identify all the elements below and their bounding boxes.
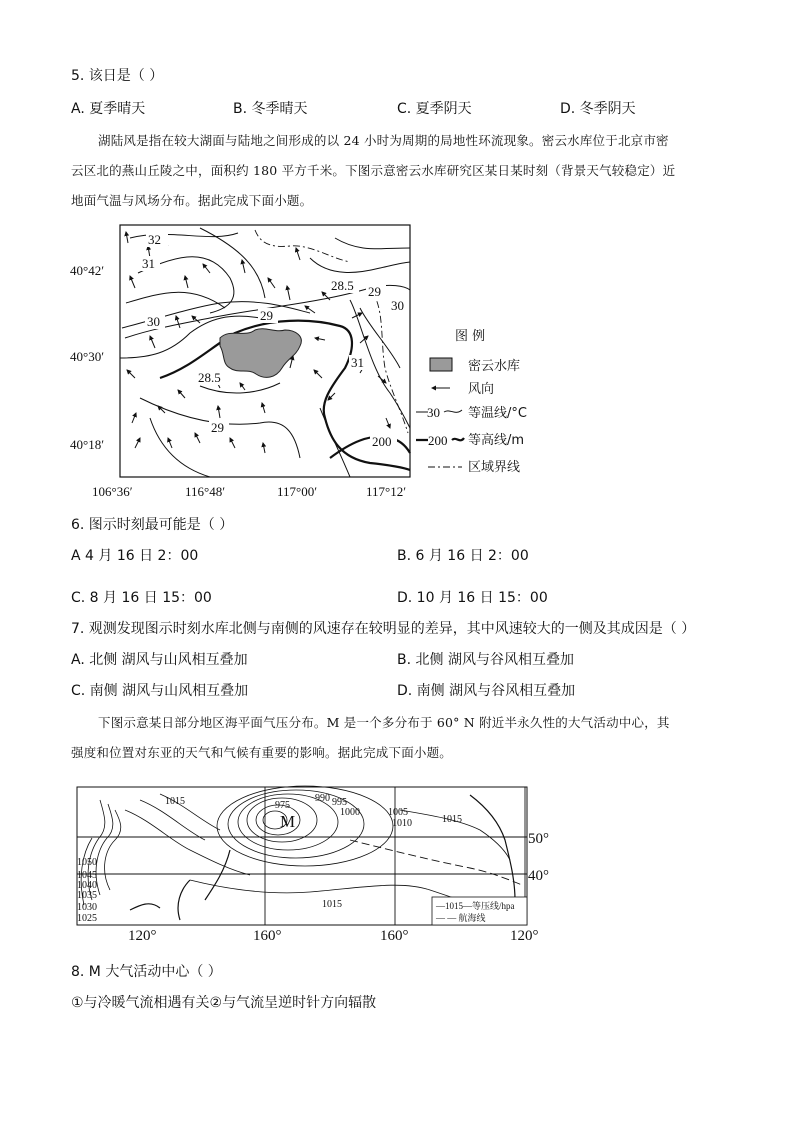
- contour-label: 200: [372, 434, 392, 449]
- isobar-label: 1000: [340, 807, 360, 818]
- lon-label: 116°48′: [185, 484, 226, 499]
- isobar-label: 1045: [77, 870, 97, 881]
- reservoir-shape: [220, 329, 301, 378]
- map1-legend: [416, 329, 527, 475]
- isobar-label: 1015: [322, 899, 342, 910]
- passage1-line1: 湖陆风是指在较大湖面与陆地之间形成的以 24 小时为周期的局地性环流现象。密云水库位于北京市密: [98, 133, 669, 148]
- q6-option-b[interactable]: B. 6 月 16 日 2：00: [397, 548, 529, 564]
- passage2-line2: 强度和位置对东亚的天气和气候有重要的影响。据此完成下面小题。: [71, 745, 453, 760]
- isotherm-label: 29: [260, 308, 273, 323]
- isobar-label: 975: [275, 800, 290, 811]
- sea-level-pressure-map: [70, 780, 560, 948]
- legend-contour-sample: 200: [428, 433, 448, 448]
- legend-isobar: —1015—等压线/hpa: [436, 901, 515, 911]
- q5-option-d[interactable]: D. 冬季阴天: [560, 101, 636, 117]
- lon-label: 120°: [128, 928, 157, 944]
- q8-statements: ①与冷暖气流相遇有关②与气流呈逆时针方向辐散: [71, 995, 377, 1011]
- isotherm-label: 30: [391, 298, 404, 313]
- isobar-label: 1030: [77, 902, 97, 913]
- isobar-label: 1015: [442, 814, 462, 825]
- legend-reservoir: 密云水库: [468, 359, 521, 374]
- isobar-label: 1005: [388, 807, 408, 818]
- q8-stem: 8. M 大气活动中心（ ）: [71, 964, 222, 980]
- isotherm-label: 31: [351, 355, 364, 370]
- lon-label: 160°: [253, 928, 282, 944]
- isotherm-label: 32: [148, 232, 161, 247]
- isobar-label: 1025: [77, 913, 97, 924]
- passage2-line1: 下图示意某日部分地区海平面气压分布。M 是一个多分布于 60° N 附近半永久性的大气活动中心，其: [98, 715, 670, 730]
- isobar-label: 1040: [77, 880, 97, 891]
- q5-option-b[interactable]: B. 冬季晴天: [233, 101, 308, 117]
- legend-boundary: 区域界线: [468, 460, 521, 475]
- lat-label: 40°: [528, 868, 549, 884]
- isobar-label: 995: [332, 797, 347, 808]
- legend-isotherm-sample: 30: [427, 405, 440, 420]
- lon-label: 117°00′: [277, 484, 318, 499]
- q6-option-a[interactable]: A 4 月 16 日 2：00: [71, 548, 199, 564]
- center-label-m: M: [280, 812, 296, 831]
- isotherm-label: 28.5: [331, 278, 354, 293]
- isotherm-label: 31: [142, 256, 155, 271]
- legend-wind: 风向: [468, 382, 495, 397]
- isobar-label: 990: [315, 793, 330, 804]
- legend-contour: 等高线/m: [468, 433, 525, 448]
- lon-label: 160°: [380, 928, 409, 944]
- q7-option-c[interactable]: C. 南侧 湖风与山风相互叠加: [71, 683, 249, 699]
- lon-label: 106°36′: [92, 484, 133, 499]
- lat-label: 50°: [528, 831, 549, 847]
- isotherm-label: 29: [211, 420, 224, 435]
- passage1-line3: 地面气温与风场分布。据此完成下面小题。: [71, 193, 313, 208]
- isobar-label: 1015: [165, 796, 185, 807]
- legend-isotherm: 等温线/°C: [468, 406, 527, 421]
- q7-option-d[interactable]: D. 南侧 湖风与谷风相互叠加: [397, 683, 576, 699]
- q6-option-d[interactable]: D. 10 月 16 日 15：00: [397, 590, 548, 606]
- q5-option-c[interactable]: C. 夏季阴天: [397, 101, 472, 117]
- q7-stem: 7. 观测发现图示时刻水库北侧与南侧的风速存在较明显的差异，其中风速较大的一侧及其成因是（ ）: [71, 621, 696, 637]
- q5-option-a[interactable]: A. 夏季晴天: [71, 101, 146, 117]
- isobar-label: 1050: [77, 857, 97, 868]
- isotherm-label: 30: [147, 314, 160, 329]
- lat-label: 40°18′: [70, 437, 105, 452]
- lon-label: 120°: [510, 928, 539, 944]
- isobar-label: 1010: [392, 818, 412, 829]
- isotherm-label: 29: [368, 284, 381, 299]
- q6-stem: 6. 图示时刻最可能是（ ）: [71, 517, 234, 533]
- miyun-temperature-wind-map: [60, 218, 550, 503]
- legend-title: 图 例: [455, 329, 486, 344]
- passage1-line2: 云区北的燕山丘陵之中，面积约 180 平方千米。下图示意密云水库研究区某日某时刻（背景天气较稳定）近: [71, 163, 676, 178]
- q6-option-c[interactable]: C. 8 月 16 日 15：00: [71, 590, 212, 606]
- isobar-label: 1035: [77, 890, 97, 901]
- lat-label: 40°42′: [70, 263, 105, 278]
- legend-shipping-route: — — 航海线: [436, 913, 486, 923]
- q7-option-b[interactable]: B. 北侧 湖风与谷风相互叠加: [397, 652, 574, 668]
- isotherm-label: 28.5: [198, 370, 221, 385]
- lat-label: 40°30′: [70, 349, 105, 364]
- lon-label: 117°12′: [366, 484, 407, 499]
- q7-option-a[interactable]: A. 北侧 湖风与山风相互叠加: [71, 652, 248, 668]
- q5-stem: 5. 该日是（ ）: [71, 68, 164, 84]
